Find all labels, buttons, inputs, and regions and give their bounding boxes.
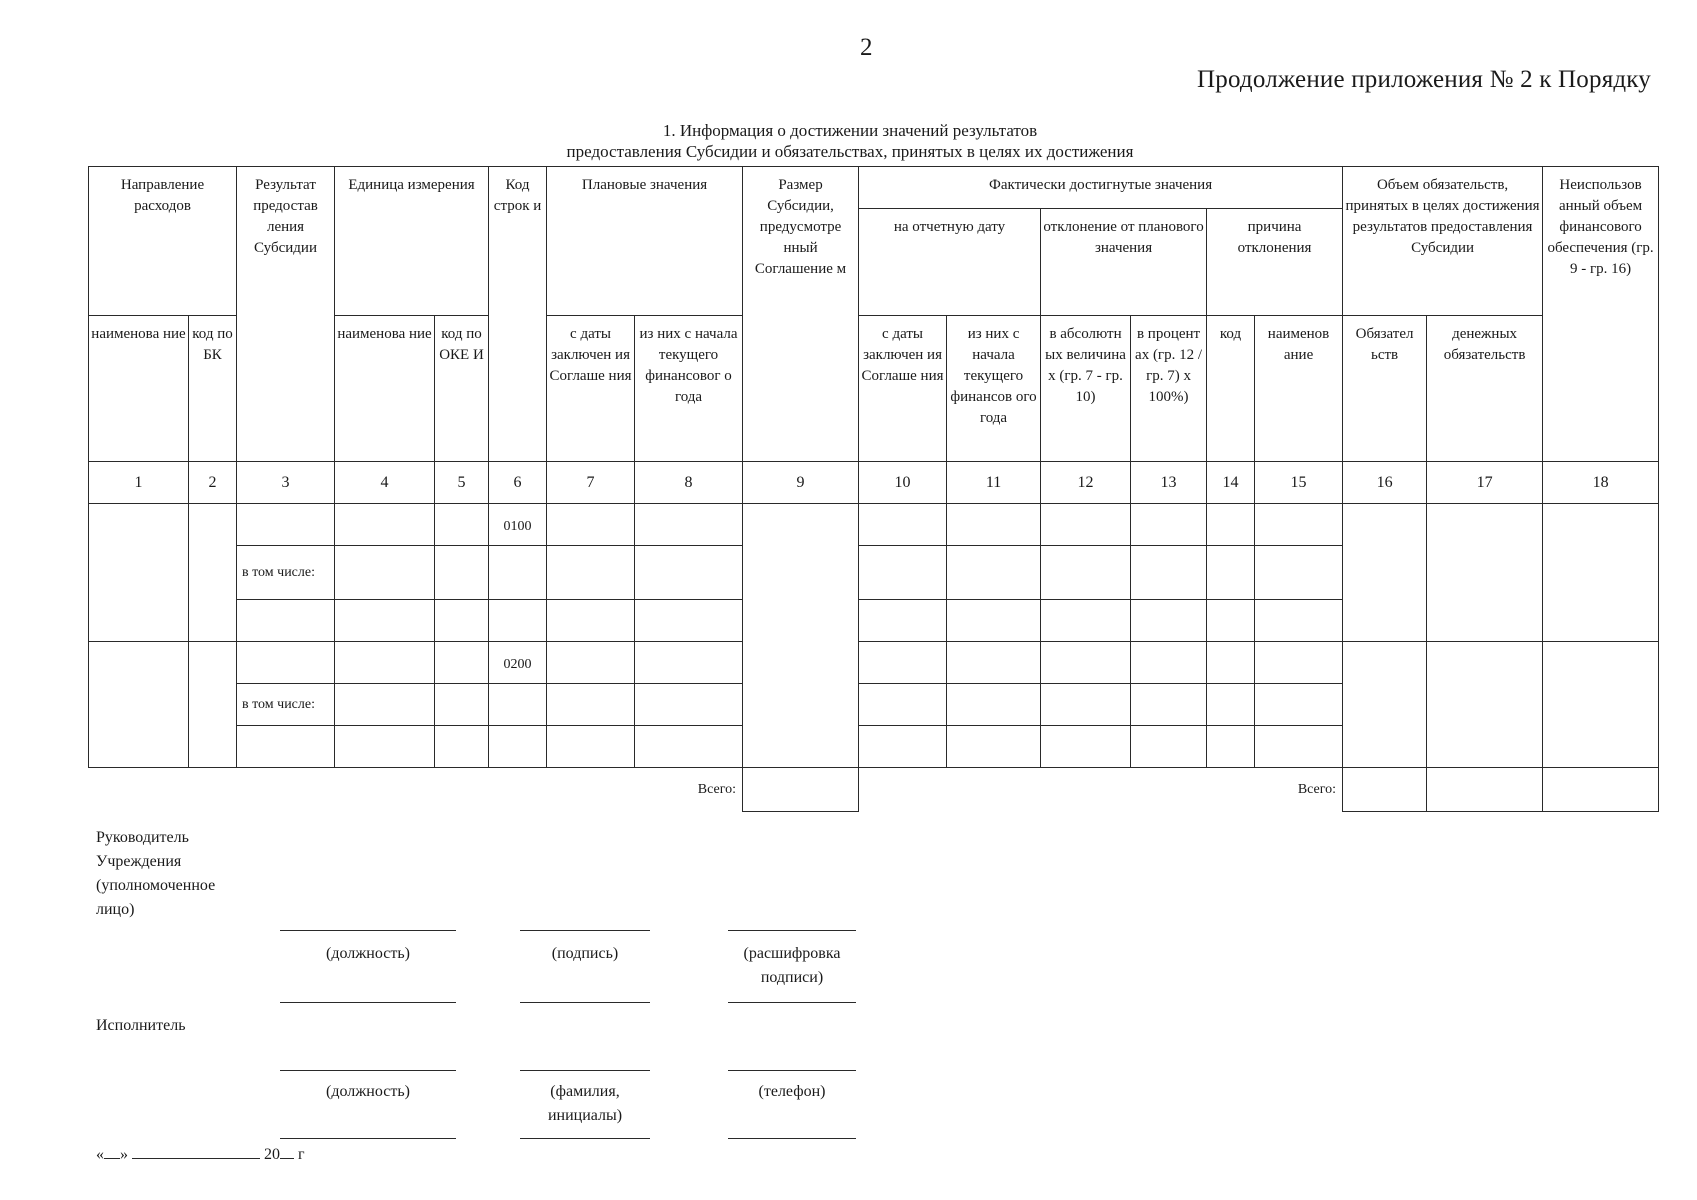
table-cell [489, 546, 547, 600]
table-cell [1041, 726, 1131, 768]
executor-phone-underline [728, 1138, 856, 1139]
col-number: 11 [947, 462, 1041, 504]
executor-position-line [280, 1070, 456, 1071]
table-cell [1131, 546, 1207, 600]
col-number: 6 [489, 462, 547, 504]
header-subsidy-size: Размер Субсидии, предусмотре нный Соглашение м [743, 167, 859, 462]
header-actual-deviation: отклонение от планового значения [1041, 209, 1207, 316]
table-cell [435, 642, 489, 684]
section-title [400, 120, 1300, 162]
table-cell [547, 726, 635, 768]
table-cell [1131, 600, 1207, 642]
col-number: 2 [189, 462, 237, 504]
total-subsidy-cell [743, 768, 859, 812]
executor-name-line [520, 1070, 650, 1071]
table-cell [1131, 684, 1207, 726]
executor-position-underline [280, 1138, 456, 1139]
header-col-17: денежных обязательств [1427, 316, 1543, 462]
table-cell [1255, 600, 1343, 642]
table-cell [1255, 642, 1343, 684]
col-number: 8 [635, 462, 743, 504]
table-cell [859, 684, 947, 726]
head-position-underline [280, 1002, 456, 1003]
column-numbers-row [89, 462, 1659, 504]
head-decoding-caption: (расшифровка подписи) [743, 945, 841, 986]
page-number: 2 [860, 34, 873, 61]
table-cell [335, 726, 435, 768]
table-cell [489, 726, 547, 768]
col-number: 4 [335, 462, 435, 504]
head-signature-underline [520, 1002, 650, 1003]
table-cell [1041, 600, 1131, 642]
table-cell [1131, 726, 1207, 768]
table-cell [335, 642, 435, 684]
executor-position-caption: (должность) [326, 1083, 410, 1100]
table-cell [189, 504, 237, 642]
header-planned: Плановые значения [547, 167, 743, 316]
section-title-line-1: 1. Информация о достижении значений результатов [662, 121, 1038, 140]
date-year-blank [280, 1144, 294, 1159]
header-unused: Неиспользов анный объем финансового обеспечения (гр. 9 - гр. 16) [1543, 167, 1659, 462]
header-col-13: в процент ах (гр. 12 / гр. 7) x 100%) [1131, 316, 1207, 462]
including-label: в том числе: [237, 684, 335, 726]
table-cell [947, 726, 1041, 768]
table-cell [237, 726, 335, 768]
table-cell [547, 600, 635, 642]
total-row [89, 768, 1659, 812]
executor-phone-caption: (телефон) [758, 1083, 826, 1100]
total-label-obligations: Всего: [1297, 782, 1337, 798]
section-title-line-2: предоставления Субсидии и обязательствах, принятых в целях их достижения [566, 142, 1134, 161]
col-number: 3 [237, 462, 335, 504]
header-col-10: с даты заключен ия Соглаше ния [859, 316, 947, 462]
col-number: 17 [1427, 462, 1543, 504]
executor-name-underline [520, 1138, 650, 1139]
header-col-12: в абсолютн ых величина х (гр. 7 - гр. 10) [1041, 316, 1131, 462]
col-number: 18 [1543, 462, 1659, 504]
executor-phone-line [728, 1070, 856, 1071]
header-col-15: наименов ание [1255, 316, 1343, 462]
date-suffix: г [298, 1146, 305, 1163]
table-cell [947, 684, 1041, 726]
table-cell [335, 504, 435, 546]
table-cell [547, 546, 635, 600]
table-row [89, 504, 1659, 546]
header-col-16: Обязател ьств [1343, 316, 1427, 462]
total-obligations-cell [1343, 768, 1427, 812]
header-row-code: Код строк и [489, 167, 547, 462]
table-cell [1041, 546, 1131, 600]
table-cell [1207, 504, 1255, 546]
table-cell [335, 600, 435, 642]
table-cell [489, 600, 547, 642]
appendix-heading: Продолжение приложения № 2 к Порядку [1196, 66, 1651, 93]
table-cell [947, 546, 1041, 600]
table-cell [547, 684, 635, 726]
col-number: 7 [547, 462, 635, 504]
header-col-14: код [1207, 316, 1255, 462]
including-label: в том числе: [237, 546, 335, 600]
table-cell [947, 600, 1041, 642]
head-position-line [280, 930, 456, 931]
date-close-quote: » [120, 1146, 128, 1163]
executor-name-caption: (фамилия, инициалы) [547, 1083, 623, 1124]
table-cell [1207, 684, 1255, 726]
table-cell [547, 504, 635, 546]
table-cell [859, 504, 947, 546]
table-cell [1543, 642, 1659, 768]
table-cell [859, 642, 947, 684]
table-cell [237, 504, 335, 546]
row-code: 0100 [489, 504, 547, 546]
row-code: 0200 [489, 642, 547, 684]
table-cell [547, 642, 635, 684]
table-cell [89, 504, 189, 642]
table-cell [1343, 504, 1427, 642]
table-cell [1207, 642, 1255, 684]
head-signature-caption: (подпись) [551, 945, 619, 962]
header-col-1: наименова ние [89, 316, 189, 462]
header-actual: Фактически достигнутые значения [859, 167, 1343, 209]
table-cell [1255, 684, 1343, 726]
date-open-quote: « [96, 1146, 104, 1163]
table-cell [489, 684, 547, 726]
results-table [88, 166, 1659, 812]
table-cell [1131, 642, 1207, 684]
table-cell [947, 504, 1041, 546]
date-year: 20 [264, 1146, 280, 1163]
table-cell [635, 600, 743, 642]
table-cell [859, 726, 947, 768]
table-cell [859, 600, 947, 642]
head-position-caption: (должность) [326, 945, 410, 962]
total-label-planned: Всего: [697, 782, 737, 798]
col-number: 5 [435, 462, 489, 504]
table-cell [1041, 504, 1131, 546]
header-direction: Направление расходов [89, 167, 237, 316]
header-result: Результат предостав ления Субсидии [237, 167, 335, 462]
table-cell [1543, 504, 1659, 642]
header-actual-on-date: на отчетную дату [859, 209, 1041, 316]
table-cell [1207, 600, 1255, 642]
table-cell [335, 684, 435, 726]
executor-label: Исполнитель [96, 1017, 186, 1034]
header-col-11: из них с начала текущего финансов ого года [947, 316, 1041, 462]
table-cell [635, 642, 743, 684]
table-cell [435, 684, 489, 726]
header-actual-reason: причина отклонения [1207, 209, 1343, 316]
table-cell [635, 504, 743, 546]
col-number: 13 [1131, 462, 1207, 504]
table-cell [237, 642, 335, 684]
table-cell [335, 546, 435, 600]
table-cell [1255, 546, 1343, 600]
table-cell [947, 642, 1041, 684]
table-cell [89, 642, 189, 768]
table-cell [1041, 684, 1131, 726]
table-cell [435, 726, 489, 768]
table-cell [1131, 504, 1207, 546]
header-col-4: наименова ние [335, 316, 435, 462]
table-cell [1343, 642, 1427, 768]
col-number: 10 [859, 462, 947, 504]
table-cell [189, 642, 237, 768]
header-col-5: код по ОКЕ И [435, 316, 489, 462]
table-cell [1207, 546, 1255, 600]
header-obligations: Объем обязательств, принятых в целях достижения результатов предоставления Субсидии [1343, 167, 1543, 316]
header-col-7: с даты заключен ия Соглаше ния [547, 316, 635, 462]
table-cell [1427, 642, 1543, 768]
col-number: 15 [1255, 462, 1343, 504]
table-cell [435, 546, 489, 600]
table-cell [1041, 642, 1131, 684]
col-number: 1 [89, 462, 189, 504]
table-cell [859, 546, 947, 600]
table-cell [237, 600, 335, 642]
header-col-8: из них с начала текущего финансовог о года [635, 316, 743, 462]
table-row [89, 642, 1659, 684]
table-cell [635, 546, 743, 600]
header-unit: Единица измерения [335, 167, 489, 316]
date-day-blank [104, 1144, 120, 1159]
table-cell [1255, 726, 1343, 768]
col-number: 16 [1343, 462, 1427, 504]
table-cell [743, 504, 859, 768]
table-cell [635, 726, 743, 768]
table-cell [1207, 726, 1255, 768]
col-number: 12 [1041, 462, 1131, 504]
head-decoding-line [728, 930, 856, 931]
total-unused-cell [1543, 768, 1659, 812]
col-number: 14 [1207, 462, 1255, 504]
head-decoding-underline [728, 1002, 856, 1003]
signatures-block [96, 826, 996, 1186]
table-cell [435, 600, 489, 642]
date-line [96, 1144, 305, 1164]
table-cell [435, 504, 489, 546]
table-cell [635, 684, 743, 726]
head-label: Руководитель Учреждения (уполномоченное лицо) [96, 829, 216, 918]
total-money-obligations-cell [1427, 768, 1543, 812]
table-cell [1255, 504, 1343, 546]
col-number: 9 [743, 462, 859, 504]
table-cell [1427, 504, 1543, 642]
head-signature-line [520, 930, 650, 931]
date-month-blank [132, 1144, 260, 1159]
header-col-2: код по БК [189, 316, 237, 462]
